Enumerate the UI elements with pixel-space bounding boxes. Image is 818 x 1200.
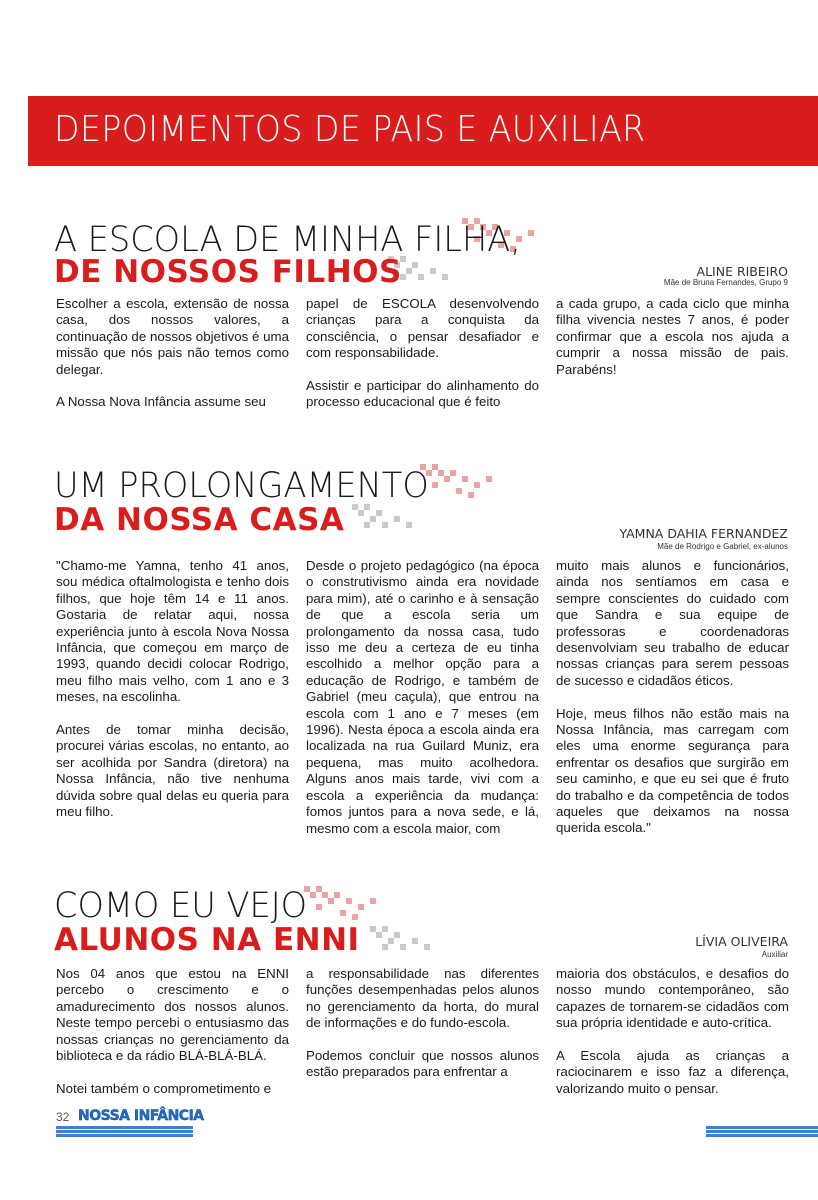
paragraph: Assistir e participar do alinhamento do processo educacional que é feito (306, 378, 539, 410)
author-role: Auxiliar (761, 950, 788, 959)
paragraph: Escolher a escola, extensão de nossa casa, dos nossos valores, a continuação de nossos objetivos é uma missão que nós pais não temos como delegar. (56, 296, 289, 377)
paragraph: A Nossa Nova Infância assume seu (56, 394, 266, 410)
author-name: ALINE RIBEIRO (696, 264, 788, 279)
brand-logo: NOSSA INFÂNCIA (78, 1108, 204, 1124)
author-name: LÍVIA OLIVEIRA (695, 934, 788, 949)
text-column (306, 296, 539, 411)
pixel-decoration-icon (368, 922, 440, 956)
text-column (56, 558, 289, 820)
section-title-line2: DA NOSSA CASA (54, 502, 345, 538)
paragraph: papel de ESCOLA desenvolvendo crianças para a conquista da consciência, o pensar desafiador e com responsabilidade. (306, 296, 539, 361)
section-title-line2: ALUNOS NA ENNI (54, 922, 360, 958)
paragraph: Podemos concluir que nossos alunos estão preparados para enfrentar a (306, 1048, 539, 1080)
paragraph: maioria dos obstáculos, e desafios do nosso mundo contemporâneo, são capazes de tornarem-se cidadãos com sua própria identidade e auto-crítica. (556, 966, 789, 1031)
page-number: 32 (56, 1110, 70, 1124)
author-role: Mãe de Bruna Fernandes, Grupo 9 (663, 278, 788, 287)
section-banner (28, 96, 818, 166)
text-column (556, 966, 789, 1097)
text-column (556, 558, 789, 837)
paragraph: Notei também o comprometimento e (56, 1080, 272, 1096)
paragraph: a cada grupo, a cada ciclo que minha filha vivencia nestes 7 anos, é poder confirmar que a escola nos ajuda a cumprir a nossa missão de pais. Parabéns! (556, 296, 789, 377)
paragraph: Desde o projeto pedagógico (na época o construtivismo ainda era novidade para mim), até o carinho e à sensação de que a escola seria um prolongamento da nossa casa, tudo isso me deu a certeza de eu tinha escolhido a melhor opção para a educação de Rodrigo, e também de Gabriel (meu caçula), que entrou na escola com 1 ano e 7 meses (em 1996). Nesta época a escola ainda era localizada na rua Guilard Muniz, era pequena, mas muito acolhedora. Alguns anos mais tarde, vivi com a escola a experiência da mudança: fomos juntos para a nova sede, e lá, mesmo com a escola maior, com (306, 558, 539, 836)
text-column (306, 558, 539, 837)
author-role: Mãe de Rodrigo e Gabriel, ex-alunos (657, 542, 788, 551)
text-column (56, 966, 289, 1097)
section-title-line2: DE NOSSOS FILHOS (54, 254, 402, 290)
author-name: YAMNA DAHIA FERNANDEZ (619, 526, 788, 541)
footer-stripe-right (706, 1126, 818, 1140)
text-column (556, 296, 789, 378)
text-column (306, 966, 539, 1081)
paragraph: A Escola ajuda as crianças a raciocinarem e isso faz a diferença, valorizando muito o pensar. (556, 1048, 789, 1096)
footer-stripe-left (56, 1126, 193, 1140)
paragraph: Hoje, meus filhos não estão mais na Nossa Infância, mas carregam com eles uma enorme segurança para enfrentar os desafios que surgirão em seu caminho, e que eu sei que é fruto do trabalho e da competência de todos aqueles que deixamos na nossa querida escola." (556, 705, 789, 836)
paragraph: muito mais alunos e funcionários, ainda nos sentíamos em casa e sempre conscientes do cuidado com que Sandra e sua equipe de professoras e coordenadoras desenvolviam seu trabalho de educar nossas crianças para serem pessoas de sucesso e cidadãos éticos. (556, 558, 789, 688)
paragraph: "Chamo-me Yamna, tenho 41 anos, sou médica oftalmologista e tenho dois filhos, que hoje têm 14 e 11 anos. Gostaria de relatar aqui, nossa experiência junto à escola Nova Nossa Infância, que começou em março de 1993, quando decidi colocar Rodrigo, meu filho mais velho, com 1 ano e 3 meses, na escolinha. (56, 558, 289, 705)
paragraph: Nos 04 anos que estou na ENNI percebo o crescimento e o amadurecimento dos nossos alunos. Neste tempo percebi o entusiasmo das nossas crianças no gerenciamento da biblioteca e da rádio BLÁ-BLÁ-BLÁ. (56, 966, 289, 1064)
section-title-line1: UM PROLONGAMENTO (54, 466, 429, 506)
paragraph: Antes de tomar minha decisão, procurei várias escolas, no entanto, ao ser acolhida por Sandra (diretora) na Nossa Infância, não tive nenhuma dúvida sobre qual delas eu queria para meu filho. (56, 722, 289, 820)
pixel-decoration-icon (300, 884, 380, 922)
section-title-line1: COMO EU VEJO (54, 886, 308, 926)
section-title-line1: A ESCOLA DE MINHA FILHA, (54, 220, 521, 260)
text-column (56, 296, 289, 411)
banner-title: DEPOIMENTOS DE PAIS E AUXILIAR (54, 109, 646, 150)
paragraph: a responsabilidade nas diferentes funções desempenhadas pelos alunos no gerenciamento da horta, do mural de informações e do fundo-escola. (306, 966, 539, 1031)
